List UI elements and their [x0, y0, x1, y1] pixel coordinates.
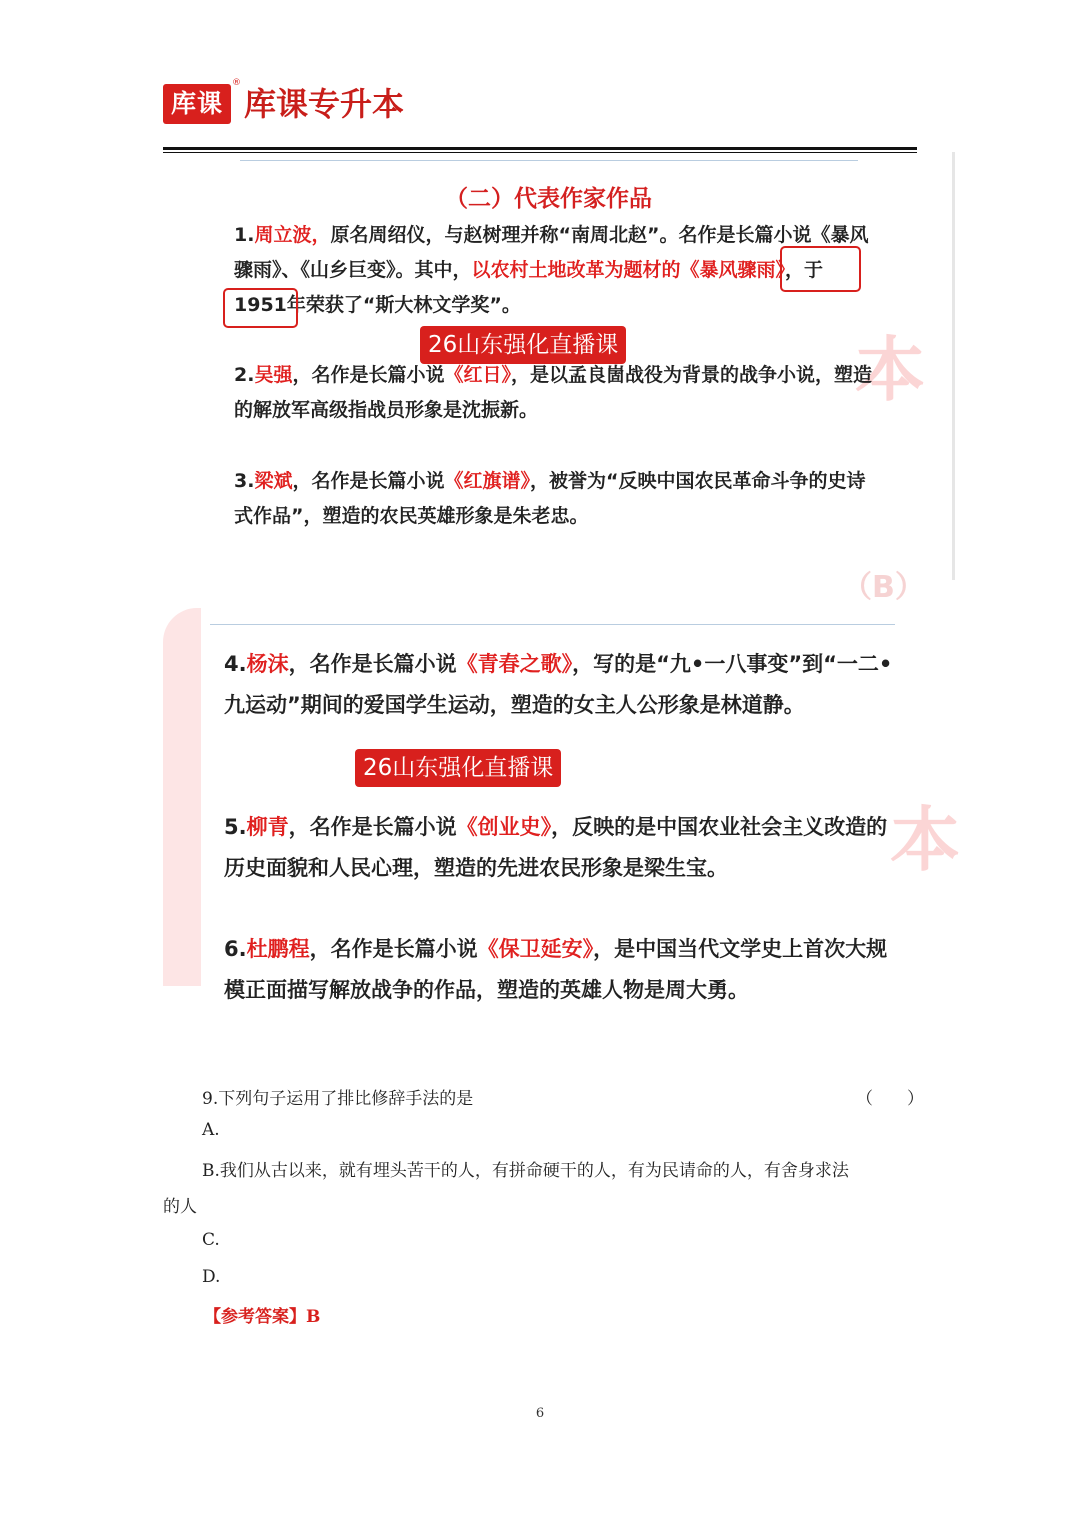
item-5-text-a: ，名作是长篇小说 — [288, 815, 457, 839]
option-b-line-1: B.我们从古以来，就有埋头苦干的人，有拼命硬干的人，有为民请命的人，有舍身求法 — [202, 1161, 849, 1181]
brand-name: 库课专升本 — [244, 85, 405, 123]
header-rule-thick — [163, 147, 917, 150]
item-2-num: 2. — [234, 364, 255, 386]
item-1-text-a: 原名周绍仪，与赵树理并称“南周北赵”。名作是长篇小说《暴风骤雨》、《山乡巨变》。其中， — [234, 224, 869, 281]
item-5-num: 5. — [224, 815, 247, 839]
option-a: A. — [202, 1120, 220, 1140]
item-4-text-a: ，名作是长篇小说 — [288, 652, 457, 676]
item-4-work: 《青春之歌》 — [456, 652, 573, 676]
slide-1-top-line — [240, 160, 858, 161]
item-3 — [234, 464, 874, 534]
live-class-badge: 26山东强化直播课 — [420, 326, 626, 364]
header-rule-thin — [163, 152, 917, 153]
item-1-work: 《暴风骤雨》 — [680, 259, 786, 281]
question-stem: 9.下列句子运用了排比修辞手法的是 — [202, 1089, 474, 1109]
item-1-highlight: 以农村土地改革为题材的 — [471, 259, 681, 281]
item-2 — [234, 358, 874, 428]
option-c: C. — [202, 1230, 220, 1250]
watermark-char: 本 — [890, 799, 960, 881]
item-6-text-a: ，名作是长篇小说 — [309, 937, 478, 961]
item-1-comma: ， — [311, 224, 331, 246]
item-3-text-b: ，被誉为“反映中国农民革命斗争的史诗式作品”，塑造的农民英雄形象是朱老忠。 — [234, 470, 866, 527]
item-6-author: 杜鹏程 — [246, 937, 310, 961]
slide-2-accent-bar — [163, 608, 201, 986]
item-1 — [234, 218, 874, 323]
reference-answer — [204, 1302, 320, 1327]
item-6-num: 6. — [224, 937, 247, 961]
item-2-text-b: ，是以孟良崮战役为背景的战争小说，塑造的解放军高级指战员形象是沈振新。 — [234, 364, 873, 421]
item-4-author: 杨沫 — [246, 652, 289, 676]
option-d: D. — [202, 1267, 221, 1287]
item-6 — [224, 929, 904, 1011]
item-2-text-a: ，名作是长篇小说 — [292, 364, 445, 386]
item-4-num: 4. — [224, 652, 247, 676]
item-4-text-b: ，写的是“九•一八事变”到“一二•九运动”期间的爱国学生运动，塑造的女主人公形象是林道静。 — [224, 652, 893, 717]
watermark-char: 本 — [855, 329, 925, 411]
highlight-box — [223, 288, 298, 328]
watermark-b: （B） — [842, 570, 925, 605]
item-3-num: 3. — [234, 470, 255, 492]
item-2-author: 吴强 — [254, 364, 293, 386]
highlight-box — [780, 246, 861, 292]
item-5-text-b: ，反映的是中国农业社会主义改造的历史面貌和人民心理，塑造的先进农民形象是梁生宝。 — [224, 815, 888, 880]
item-1-num: 1. — [234, 224, 255, 246]
option-b-line-2: 的人 — [163, 1197, 197, 1217]
item-3-work: 《红旗谱》 — [444, 470, 530, 492]
item-1-author: 周立波 — [254, 224, 312, 246]
answer-label: 【参考答案】 — [204, 1307, 306, 1327]
item-6-text-b: ，是中国当代文学史上首次大规模正面描写解放战争的作品，塑造的英雄人物是周大勇。 — [224, 937, 888, 1002]
live-class-badge: 26山东强化直播课 — [355, 749, 561, 787]
item-5 — [224, 807, 904, 889]
item-1-text-b: ，于1951年荣获了“斯大林文学奖”。 — [234, 259, 824, 316]
item-5-author: 柳青 — [246, 815, 289, 839]
item-4 — [224, 644, 904, 726]
answer-value: B — [306, 1307, 321, 1327]
item-2-work: 《红日》 — [444, 364, 511, 386]
item-6-work: 《保卫延安》 — [477, 937, 594, 961]
item-3-author: 梁斌 — [254, 470, 293, 492]
page-number: 6 — [535, 1406, 545, 1421]
slide-2-top-line — [210, 624, 895, 625]
slide-1-title: （二）代表作家作品 — [445, 186, 652, 212]
registered-mark: ® — [232, 78, 241, 88]
answer-bracket: （ ） — [856, 1089, 924, 1109]
slide-1-right-edge — [952, 152, 955, 580]
item-3-text-a: ，名作是长篇小说 — [292, 470, 445, 492]
brand-logo: 库课 — [163, 84, 231, 124]
item-5-work: 《创业史》 — [456, 815, 552, 839]
